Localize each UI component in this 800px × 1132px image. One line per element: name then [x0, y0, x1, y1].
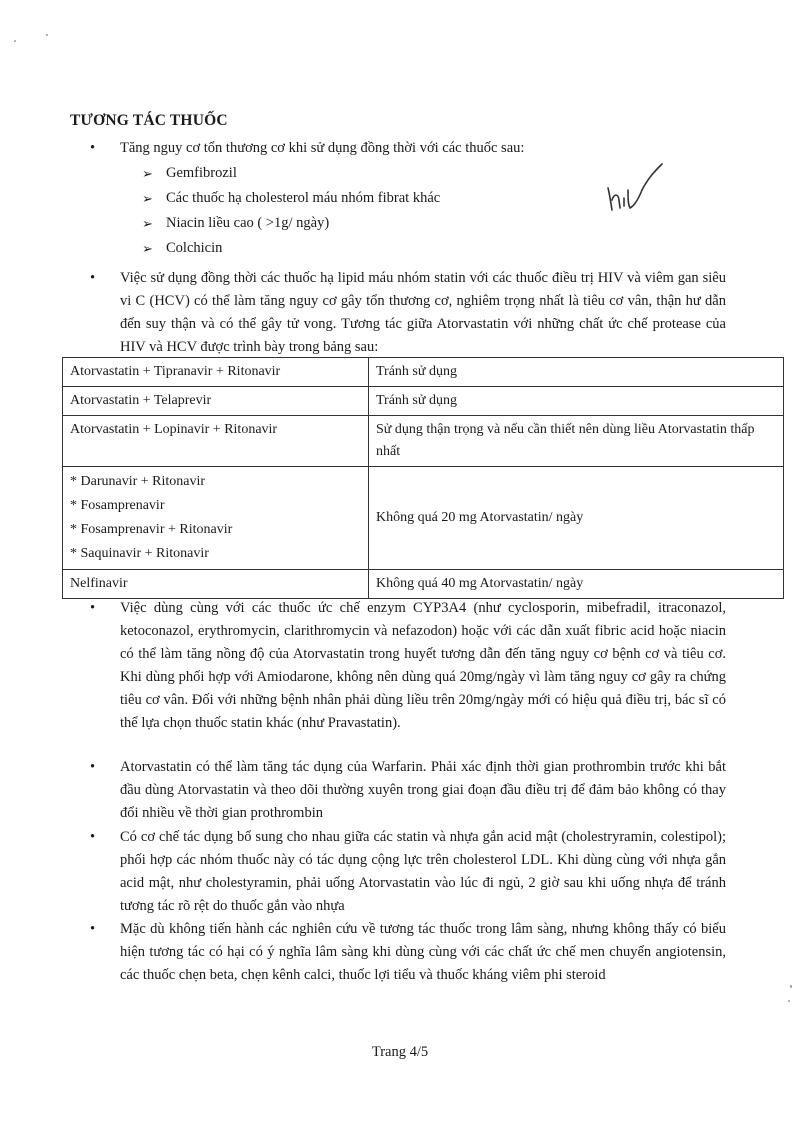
- combination-line: * Saquinavir + Ritonavir: [70, 546, 209, 561]
- combination-line: * Darunavir + Ritonavir: [70, 474, 206, 489]
- bullet-2-text: Việc sử dụng đồng thời các thuốc hạ lipid máu nhóm statin với các thuốc điều trị HIV và viêm gan siêu vi C (HCV) có thể làm tăng nguy cơ gây tổn thương cơ, nghiêm trọng nhất là tiêu cơ vân, thận hư dẫn đến suy thận và có thể gây tử vong. Tương tác giữa Atorvastatin với những chất ức chế protease của HIV và HCV được trình bày trong bảng sau:: [120, 270, 726, 355]
- table-row: [63, 467, 784, 570]
- bullet-icon: •: [90, 600, 96, 616]
- arrow-bullet-icon: ➢: [142, 191, 153, 206]
- scan-speck: [788, 1000, 790, 1002]
- table-cell-combination: [63, 467, 369, 570]
- sub-item-4: Colchicin: [166, 240, 223, 256]
- sub-item-3: Niacin liều cao ( >1g/ ngày): [166, 215, 330, 231]
- scan-speck: [790, 985, 792, 988]
- table-row: [63, 387, 784, 416]
- bullet-6-text: Mặc dù không tiến hành các nghiên cứu về tương tác thuốc trong lâm sàng, nhưng không thấy có biểu hiện tương tác có hại có ý nghĩa lâm sàng khi dùng cùng với các chất ức chế men chuyển angiotensin, các thuốc chẹn beta, chẹn kênh calci, thuốc lợi tiểu và thuốc kháng viêm phi steroid: [120, 921, 726, 983]
- arrow-bullet-icon: ➢: [142, 166, 153, 181]
- section-heading: TƯƠNG TÁC THUỐC: [70, 112, 228, 129]
- table-row: [63, 570, 784, 599]
- table-cell-recommendation: Sử dụng thận trọng và nếu cần thiết nên dùng liều Atorvastatin thấp nhất: [369, 416, 784, 467]
- interaction-table: [62, 357, 784, 599]
- table-cell-recommendation: Không quá 40 mg Atorvastatin/ ngày: [369, 570, 784, 599]
- bullet-icon: •: [90, 921, 96, 937]
- sub-item-1: Gemfibrozil: [166, 165, 237, 181]
- table-row: [63, 416, 784, 467]
- handwritten-signature: [602, 160, 672, 220]
- bullet-icon: •: [90, 829, 96, 845]
- arrow-bullet-icon: ➢: [142, 216, 153, 231]
- combination-line: * Fosamprenavir: [70, 498, 165, 513]
- arrow-bullet-icon: ➢: [142, 241, 153, 256]
- scan-speck: [46, 34, 48, 36]
- table-cell-recommendation: Tránh sử dụng: [369, 387, 784, 416]
- table-cell-combination: Atorvastatin + Lopinavir + Ritonavir: [63, 416, 369, 467]
- table-cell-recommendation: Tránh sử dụng: [369, 358, 784, 387]
- bullet-icon: •: [90, 270, 96, 286]
- page-number: Trang 4/5: [371, 1044, 429, 1060]
- table-cell-combination: Atorvastatin + Tipranavir + Ritonavir: [63, 358, 369, 387]
- scan-speck: [14, 40, 16, 42]
- bullet-icon: •: [90, 140, 96, 156]
- table-cell-combination: Nelfinavir: [63, 570, 369, 599]
- table-row: [63, 358, 784, 387]
- bullet-5-text: Có cơ chế tác dụng bổ sung cho nhau giữa các statin và nhựa gắn acid mật (cholestryramin, colestipol); phối hợp các nhóm thuốc này có tác dụng cộng lực trên cholesterol LDL. Khi dùng cùng với nhựa gắn acid mật, như cholestyramin, phải uống Atorvastatin vào lúc đi ngủ, 2 giờ sau khi uống nhựa để tránh tương tác rõ rệt do thuốc gắn vào nhựa: [120, 829, 726, 914]
- table-cell-recommendation: Không quá 20 mg Atorvastatin/ ngày: [369, 467, 784, 570]
- combination-line: * Fosamprenavir + Ritonavir: [70, 522, 233, 537]
- bullet-1-text: Tăng nguy cơ tổn thương cơ khi sử dụng đồng thời với các thuốc sau:: [120, 140, 525, 156]
- table-cell-combination: Atorvastatin + Telaprevir: [63, 387, 369, 416]
- bullet-3-text: Việc dùng cùng với các thuốc ức chế enzym CYP3A4 (như cyclosporin, mibefradil, itraconazol, ketoconazol, erythromycin, clarithromycin và nefazodon) hoặc với các dẫn xuất fibric acid hoặc niacin có thể làm tăng nồng độ của Atorvastatin trong huyết tương dẫn đến tăng nguy cơ bệnh cơ và tiêu cơ. Khi dùng phối hợp với Amiodarone, không nên dùng quá 20mg/ngày vì làm tăng nguy cơ gây ra chứng tiêu cơ vân. Đối với những bệnh nhân phải dùng liều trên 20mg/ngày mới có hiệu quả điều trị, bác sĩ có thể lựa chọn thuốc statin khác (như Pravastatin).: [120, 600, 726, 731]
- bullet-4-text: Atorvastatin có thể làm tăng tác dụng của Warfarin. Phải xác định thời gian prothrombin trước khi bắt đầu dùng Atorvastatin và theo dõi thường xuyên trong giai đoạn đầu điều trị để đảm bảo không có thay đổi nhiều về thời gian prothrombin: [120, 759, 726, 821]
- sub-item-2: Các thuốc hạ cholesterol máu nhóm fibrat khác: [166, 190, 441, 206]
- bullet-icon: •: [90, 759, 96, 775]
